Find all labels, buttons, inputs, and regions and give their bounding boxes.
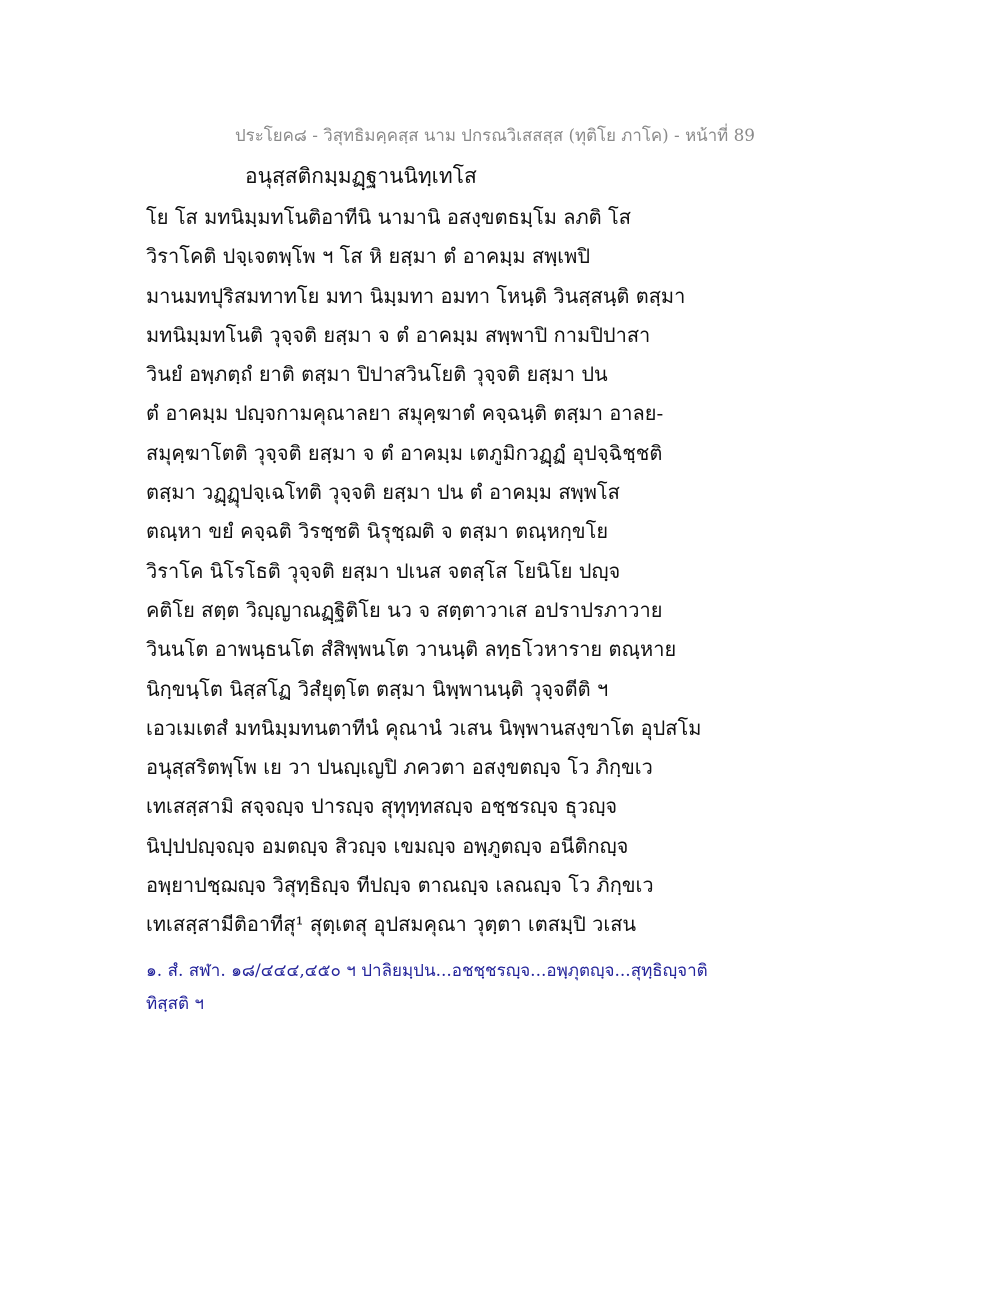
body-line: โย โส มทนิมฺมทโนติอาทีนิ นามานิ อสงฺขตธมฺโม ลภติ โส [146,205,631,229]
body-line: วินยํ อพฺภตฺถํ ยาติ ตสฺมา ปิปาสวินโยติ วุจฺจติ ยสฺมา ปน [146,362,608,387]
body-line: วิราโค นิโรโธติ วุจฺจติ ยสฺมา ปเนส จตสฺโส โยนิโย ปญฺจ [146,558,621,583]
body-line: ตสฺมา วฏฺฏุปจฺเฉโทติ วุจฺจติ ยสฺมา ปน ตํ อาคมฺม สพฺพโส [146,480,620,505]
body-line: เอวเมเตสํ มทนิมฺมทนตาทีนํ คุณานํ วเสน นิพฺพานสงฺขาโต อุปสโม [146,715,702,740]
body-line: มานมทปุริสมทาทโย มทา นิมฺมทา อมทา โหนฺติ วินสฺสนฺติ ตสฺมา [146,283,686,308]
footnote [146,955,726,1021]
body-line: วิราโคติ ปจฺเจตพฺโพ ฯ โส หิ ยสฺมา ตํ อาคมฺม สพฺเพปิ [146,244,591,269]
body-line: คติโย สตฺต วิญฺญาณฏฺฐิติโย นว จ สตฺตาวาเส อปราปรภาวาย [146,597,663,622]
body-line: ตํ อาคมฺม ปญฺจกามคุณาลยา สมุคฺฆาตํ คจฺฉนฺติ ตสฺมา อาลย- [146,401,664,426]
body-line: อพฺยาปชฺฌญฺจ วิสุทฺธิญฺจ ทีปญฺจ ตาณญฺจ เลณญฺจ โว ภิกฺขเว [146,873,654,898]
body-line: นิปฺปปญฺจญฺจ อมตญฺจ สิวญฺจ เขมญฺจ อพฺภูตญฺจ อนีติกญฺจ [146,833,629,858]
footnote-line: ทิสฺสติ ฯ [146,994,204,1014]
section-title: อนุสฺสติกมฺมฏฺฐานนิทฺเทโส [245,164,477,188]
body-line: นิกฺขนฺโต นิสฺสโฏ วิสํยุตฺโต ตสฺมา นิพฺพานนฺติ วุจฺจตีติ ฯ [146,676,609,701]
body-text [146,198,706,945]
body-line: สมุคฺฆาโตติ วุจฺจติ ยสฺมา จ ตํ อาคมฺม เตภูมิกวฏฺฏํ อุปจฺฉิชฺชติ [146,440,663,465]
body-line: เทเสสฺสามีติอาทีสุ¹ สุตฺเตสุ อุปสมคุณา วุตฺตา เตสมฺปิ วเสน [146,912,637,937]
body-line: เทเสสฺสามิ สจฺจญฺจ ปารญฺจ สุทุทฺทสญฺจ อชฺชรญฺจ ธุวญฺจ [146,794,618,819]
body-line: อนุสฺสริตพฺโพ เย วา ปนญฺเญปิ ภควตา อสงฺขตญฺจ โว ภิกฺขเว [146,755,653,780]
running-header: ประโยค๘ - วิสุทธิมคฺคสฺส นาม ปกรณวิเสสสฺส (ทุติโย ภาโค) - หน้าที่ 89 [235,126,755,146]
body-line: ตณฺหา ขยํ คจฺฉติ วิรชฺชติ นิรุชฺฌติ จ ตสฺมา ตณฺหกฺขโย [146,519,609,544]
footnote-line: ๑. สํ. สฬา. ๑๘/๔๔๔,๔๕๐ ฯ ปาลิยมฺปน...อชชฺชรญฺจ...อพฺภุตญฺจ...สุทฺธิญฺจาติ [146,961,708,981]
body-line: มทนิมฺมทโนติ วุจฺจติ ยสฺมา จ ตํ อาคมฺม สพฺพาปิ กามปิปาสา [146,322,651,347]
body-line: วินนโต อาพนฺธนโต สํสิพฺพนโต วานนฺติ ลทฺธโวหาราย ตณฺหาย [146,637,677,662]
